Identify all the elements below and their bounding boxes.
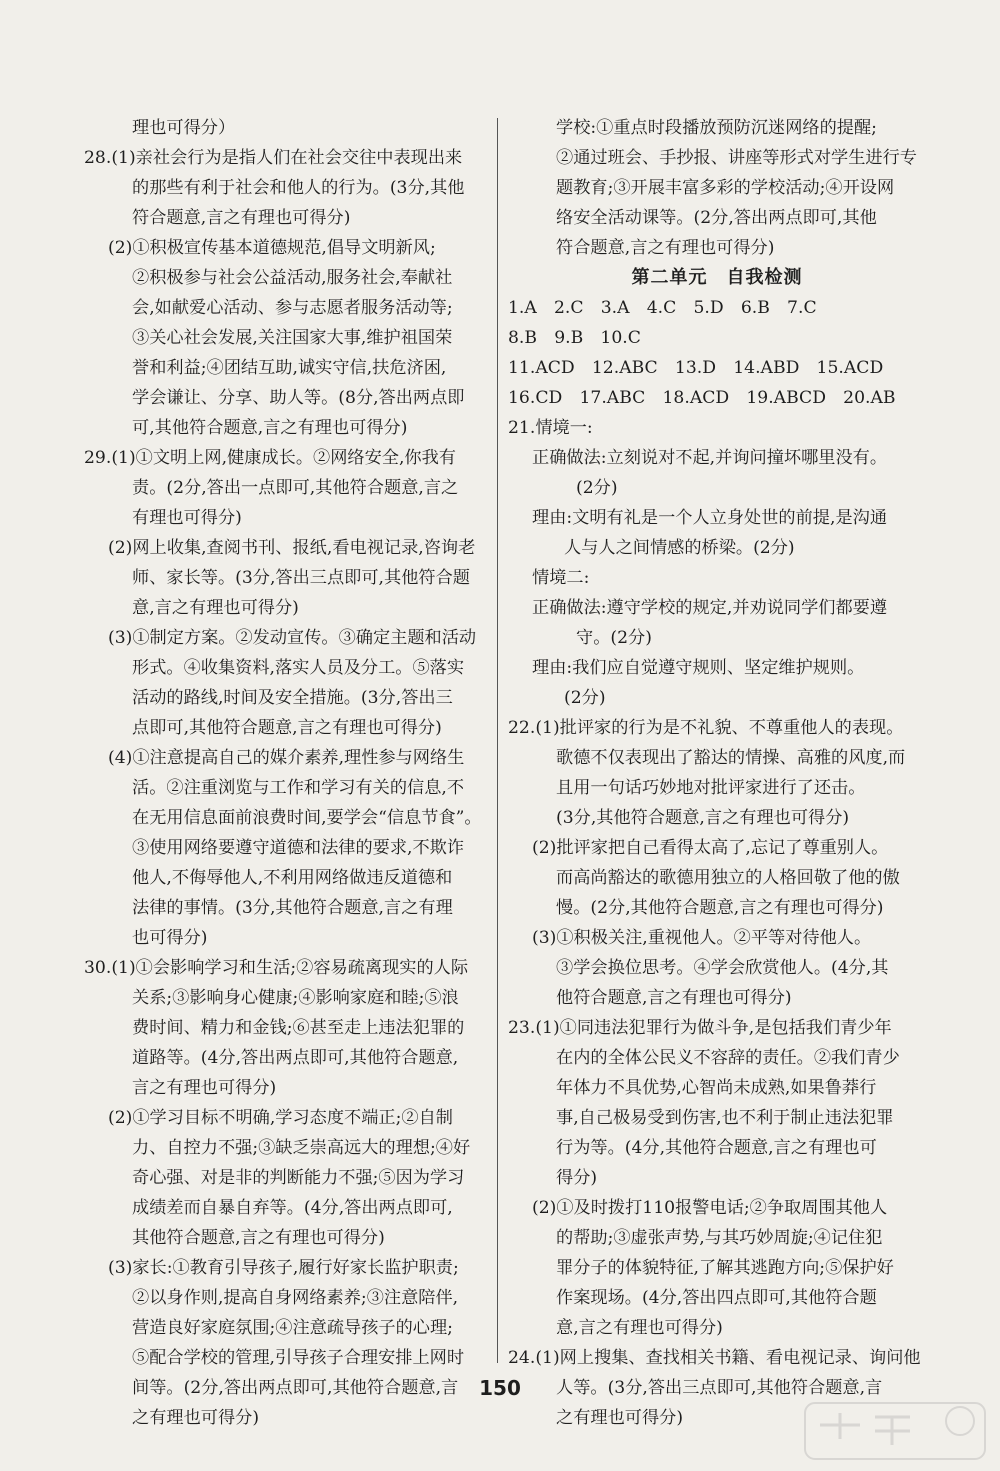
- right-text-line: 且用一句话巧妙地对批评家进行了还击。: [556, 778, 866, 798]
- right-text-line: (3)①积极关注,重视他人。②平等对待他人。: [532, 928, 872, 948]
- left-text-line: 费时间、精力和金钱;⑥甚至走上违法犯罪的: [132, 1018, 465, 1038]
- left-text-line: 言之有理也可得分): [132, 1078, 277, 1098]
- right-text-line: 歌德不仅表现出了豁达的情操、高雅的风度,而: [556, 748, 906, 768]
- right-text-line: (2)①及时拨打110报警电话;②争取周围其他人: [532, 1198, 888, 1218]
- right-text-line: 1.A 2.C 3.A 4.C 5.D 6.B 7.C: [508, 298, 817, 318]
- left-text-line: 29.(1)①文明上网,健康成长。②网络安全,你我有: [84, 448, 456, 468]
- right-text-line: 之有理也可得分): [556, 1408, 684, 1428]
- right-text-line: 情境二:: [532, 568, 590, 588]
- left-text-line: 力、自控力不强;③缺乏崇高远大的理想;④好: [132, 1138, 471, 1158]
- left-text-line: 他人,不侮辱他人,不利用网络做违反道德和: [132, 868, 453, 888]
- right-text-line: 事,自己极易受到伤害,也不利于制止违法犯罪: [556, 1108, 894, 1128]
- right-text-line: 意,言之有理也可得分): [556, 1318, 723, 1338]
- left-text-line: 责。(2分,答出一点即可,其他符合题意,言之: [132, 478, 459, 498]
- left-text-line: (3)①制定方案。②发动宣传。③确定主题和活动: [108, 628, 477, 648]
- right-text-line: 学校:①重点时段播放预防沉迷网络的提醒;: [556, 118, 877, 138]
- left-text-line: (4)①注意提高自己的媒介素养,理性参与网络生: [108, 748, 465, 768]
- right-text-line: 人等。(3分,答出三点即可,其他符合题意,言: [556, 1378, 883, 1398]
- left-text-line: 符合题意,言之有理也可得分): [132, 208, 351, 228]
- right-text-line: (2分): [576, 478, 618, 498]
- right-text-line: 得分): [556, 1168, 598, 1188]
- left-text-line: 活动的路线,时间及安全措施。(3分,答出三: [132, 688, 453, 708]
- left-text-line: 关系;③影响身心健康;④影响家庭和睦;⑤浪: [132, 988, 459, 1008]
- left-text-line: 28.(1)亲社会行为是指人们在社会交往中表现出来: [84, 148, 463, 168]
- left-text-line: 学会谦让、分享、助人等。(8分,答出两点即: [132, 388, 465, 408]
- left-column: [84, 113, 494, 1433]
- right-text-line: 行为等。(4分,其他符合题意,言之有理也可: [556, 1138, 877, 1158]
- right-text-line: 16.CD 17.ABC 18.ACD 19.ABCD 20.AB: [508, 388, 896, 408]
- left-text-line: ⑤配合学校的管理,引导孩子合理安排上网时: [132, 1348, 465, 1368]
- right-text-line: ③学会换位思考。④学会欣赏他人。(4分,其: [556, 958, 889, 978]
- left-text-line: 其他符合题意,言之有理也可得分): [132, 1228, 385, 1248]
- left-text-line: 会,如献爱心活动、参与志愿者服务活动等;: [132, 298, 453, 318]
- left-text-line: 间等。(2分,答出两点即可,其他符合题意,言: [132, 1378, 459, 1398]
- right-text-line: 正确做法:遵守学校的规定,并劝说同学们都要遵: [532, 598, 888, 618]
- right-text-line: 8.B 9.B 10.C: [508, 328, 641, 348]
- left-text-line: (2)网上收集,查阅书刊、报纸,看电视记录,咨询老: [108, 538, 476, 558]
- left-text-line: 活。②注重浏览与工作和学习有关的信息,不: [132, 778, 465, 798]
- right-text-line: 年体力不具优势,心智尚未成熟,如果鲁莽行: [556, 1078, 877, 1098]
- left-text-line: (2)①学习目标不明确,学习态度不端正;②自制: [108, 1108, 453, 1128]
- left-text-line: 30.(1)①会影响学习和生活;②容易疏离现实的人际: [84, 958, 469, 978]
- right-column: [508, 113, 926, 1433]
- left-text-line: 成绩差而自暴自弃等。(4分,答出两点即可,: [132, 1198, 453, 1218]
- left-text-line: ③使用网络要遵守道德和法律的要求,不欺诈: [132, 838, 465, 858]
- right-text-line: (3分,其他符合题意,言之有理也可得分): [556, 808, 850, 828]
- right-text-line: 慢。(2分,其他符合题意,言之有理也可得分): [556, 898, 884, 918]
- left-text-line: 的那些有利于社会和他人的行为。(3分,其他: [132, 178, 465, 198]
- left-text-line: 道路等。(4分,答出两点即可,其他符合题意,: [132, 1048, 459, 1068]
- left-text-line: 可,其他符合题意,言之有理也可得分): [132, 418, 408, 438]
- right-text-line: 符合题意,言之有理也可得分): [556, 238, 775, 258]
- right-text-line: 络安全活动课等。(2分,答出两点即可,其他: [556, 208, 877, 228]
- right-text-line: 作案现场。(4分,答出四点即可,其他符合题: [556, 1288, 877, 1308]
- left-text-line: 营造良好家庭氛围;④注意疏导孩子的心理;: [132, 1318, 453, 1338]
- left-text-line: 也可得分): [132, 928, 208, 948]
- right-text-line: 的帮助;③虚张声势,与其巧妙周旋;④记住犯: [556, 1228, 883, 1248]
- left-text-line: (2)①积极宣传基本道德规范,倡导文明新风;: [108, 238, 436, 258]
- left-text-line: 誉和利益;④团结互助,诚实守信,扶危济困,: [132, 358, 447, 378]
- right-text-line: 在内的全体公民义不容辞的责任。②我们青少: [556, 1048, 900, 1068]
- left-text-line: 奇心强、对是非的判断能力不强;⑤因为学习: [132, 1168, 465, 1188]
- right-text-line: 22.(1)批评家的行为是不礼貌、不尊重他人的表现。: [508, 718, 904, 738]
- page-number: 150: [479, 1376, 521, 1400]
- left-text-line: 师、家长等。(3分,答出三点即可,其他符合题: [132, 568, 470, 588]
- right-text-line: 23.(1)①同违法犯罪行为做斗争,是包括我们青少年: [508, 1018, 892, 1038]
- right-text-line: 罪分子的体貌特征,了解其逃跑方向;⑤保护好: [556, 1258, 894, 1278]
- left-text-line: 之有理也可得分): [132, 1408, 260, 1428]
- right-text-line: (2)批评家把自己看得太高了,忘记了尊重别人。: [532, 838, 889, 858]
- right-text-line: 他符合题意,言之有理也可得分): [556, 988, 792, 1008]
- right-text-line: 理由:我们应自觉遵守规则、坚定维护规则。: [532, 658, 865, 678]
- left-text-line: 有理也可得分): [132, 508, 242, 528]
- right-text-line: ②通过班会、手抄报、讲座等形式对学生进行专: [556, 148, 917, 168]
- left-text-line: 形式。④收集资料,落实人员及分工。⑤落实: [132, 658, 465, 678]
- right-text-line: 24.(1)网上搜集、查找相关书籍、看电视记录、询问他: [508, 1348, 921, 1368]
- right-text-line: 21.情境一:: [508, 418, 593, 438]
- left-text-line: 法律的事情。(3分,其他符合题意,言之有理: [132, 898, 453, 918]
- watermark-logo: [800, 1395, 990, 1465]
- left-text-line: 理也可得分）: [132, 118, 236, 138]
- right-text-line: 守。(2分): [576, 628, 652, 648]
- left-text-line: 意,言之有理也可得分): [132, 598, 299, 618]
- right-text-line: 正确做法:立刻说对不起,并询问撞坏哪里没有。: [532, 448, 888, 468]
- left-text-line: (3)家长:①教育引导孩子,履行好家长监护职责;: [108, 1258, 459, 1278]
- column-divider: [497, 118, 498, 1363]
- left-text-line: ②积极参与社会公益活动,服务社会,奉献社: [132, 268, 453, 288]
- right-text-line: 11.ACD 12.ABC 13.D 14.ABD 15.ACD: [508, 358, 884, 378]
- left-text-line: ③关心社会发展,关注国家大事,维护祖国荣: [132, 328, 453, 348]
- left-text-line: 点即可,其他符合题意,言之有理也可得分): [132, 718, 442, 738]
- section-heading: 第二单元 自我检测: [631, 267, 803, 288]
- left-text-line: 在无用信息面前浪费时间,要学会“信息节食”。: [132, 808, 482, 828]
- right-text-line: 人与人之间情感的桥梁。(2分): [564, 538, 795, 558]
- right-text-line: 理由:文明有礼是一个人立身处世的前提,是沟通: [532, 508, 888, 528]
- right-text-line: 题教育;③开展丰富多彩的学校活动;④开设网: [556, 178, 895, 198]
- right-text-line: (2分): [564, 688, 606, 708]
- left-text-line: ②以身作则,提高自身网络素养;③注意陪伴,: [132, 1288, 459, 1308]
- right-text-line: 而高尚豁达的歌德用独立的人格回敬了他的傲: [556, 868, 900, 888]
